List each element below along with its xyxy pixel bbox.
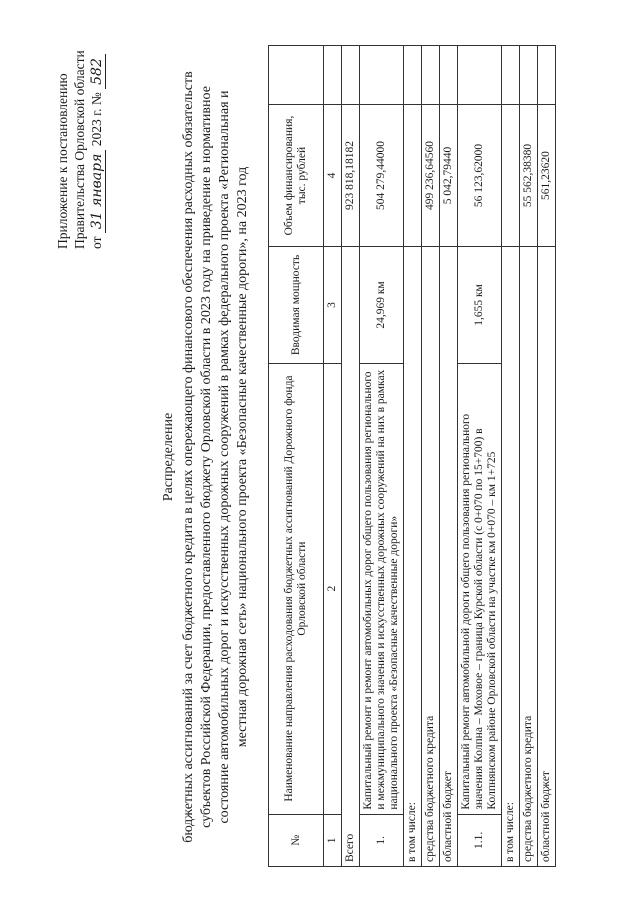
document-title [160,67,252,847]
appendix-line-2: Правительства Орловской области [72,50,87,249]
item-1-1-credit-amount: 55 562,38380 [520,104,538,247]
handwritten-date: 31 января [89,150,106,233]
item-1-number: 1. [360,814,404,866]
table-row-item-1-credit [422,46,440,867]
item-1-credit-empty [422,46,440,105]
date-year: 2023 г. № [89,92,104,147]
title-body: бюджетных ассигнований за счет бюджетного кредита в целях опережающего финансового обеспечения расходных обязательств субъектов Российской Федерации, предоставленного бюджету Орловской области в 2023 году на приведение в нормативное состояние автомобильных дорог и искусственных дорожных сооружений в рамках федерального проекта «Региональная и местная дорожная сеть» национального проекта «Безопасные качественные дороги», на 2023 год [181,71,250,843]
item-1-empty [360,46,404,105]
item-1-1-empty [458,46,502,105]
col-index-empty [324,46,342,105]
table-row-item-1-regional [440,46,458,867]
item-1-amount: 504 279,44000 [360,104,404,247]
total-amount: 923 818,18182 [342,104,360,247]
table-row-item-1-1-regional [538,46,556,867]
table-row-item-1-1-in-total [502,46,520,867]
item-1-in-total-amount [404,104,422,247]
total-empty [342,46,360,105]
table-row-item-1-1 [458,46,502,867]
column-index-row [324,46,342,867]
item-1-1-capacity: 1,655 км [458,247,502,363]
header-capacity: Вводимая мощность [269,247,324,363]
table-row-total [342,46,360,867]
item-1-1-regional-empty [538,46,556,105]
title-heading: Распределение [161,412,176,502]
item-1-in-total-empty [404,46,422,105]
item-1-regional-amount: 5 042,79440 [440,104,458,247]
col-index-3: 3 [324,247,342,363]
appendix-date-line [88,9,106,249]
table-row-item-1-1-credit [520,46,538,867]
col-index-2: 2 [324,363,342,814]
header-empty [269,46,324,105]
item-1-1-credit-empty [520,46,538,105]
table-row-item-1-in-total [404,46,422,867]
header-direction: Наименование направления расходования бюджетных ассигнований Дорожного фонда Орловской области [269,363,324,814]
item-1-1-regional-amount: 561,23620 [538,104,556,247]
date-prefix: от [89,236,104,249]
item-1-1-credit-label: средства бюджетного кредита [520,247,538,867]
table-header-row [269,46,324,867]
item-1-credit-amount: 499 236,64560 [422,104,440,247]
handwritten-number: 582 [89,54,106,89]
col-index-1: 1 [324,814,342,866]
header-amount: Объем финансирования, тыс. рублей [269,104,324,247]
col-index-4: 4 [324,104,342,247]
appendix-line-1: Приложение к постановлению [55,73,70,249]
item-1-name: Капитальный ремонт и ремонт автомобильных дорог общего пользования регионального и межмуниципального значения и искусственных дорожных сооружений на них в рамках национального проекта «Безопасные качественные дороги» [360,363,404,814]
table-row-item-1 [360,46,404,867]
item-1-1-name: Капитальный ремонт автомобильной дороги общего пользования регионального значения Колпна – Моховое – граница Курской области (с 0+070 по 15+700) в Колпнянском районе Орловской области на участке км 0+070 – км 1+725 [458,363,502,814]
item-1-credit-label: средства бюджетного кредита [422,247,440,867]
item-1-in-total-label: в том числе: [404,247,422,867]
distribution-table [268,45,556,867]
item-1-capacity: 24,969 км [360,247,404,363]
item-1-1-in-total-amount [502,104,520,247]
item-1-regional-label: областной бюджет [440,247,458,867]
item-1-1-in-total-empty [502,46,520,105]
header-number: № [269,814,324,866]
appendix-note [54,9,106,249]
item-1-1-amount: 56 123,62000 [458,104,502,247]
item-1-1-number: 1.1. [458,814,502,866]
item-1-regional-empty [440,46,458,105]
item-1-1-in-total-label: в том числе: [502,247,520,867]
total-label: Всего [342,247,360,867]
item-1-1-regional-label: областной бюджет [538,247,556,867]
